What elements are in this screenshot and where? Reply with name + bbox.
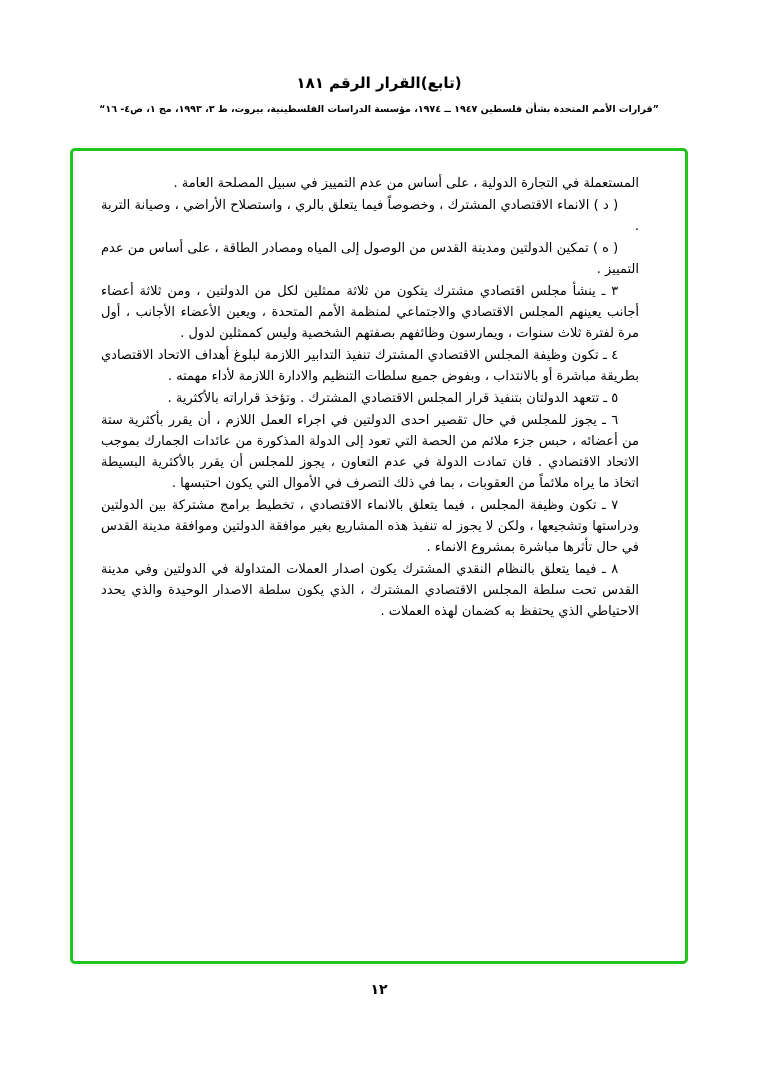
paragraph: المستعملة في التجارة الدولية ، على أساس من عدم التمييز في سبيل المصلحة العامة .	[173, 176, 639, 191]
paragraph: ٧ ـ تكون وظيفة المجلس ، فيما يتعلق بالانماء الاقتصادي ، تخطيط برامج مشتركة بين الدولتين ودراستها وتشجيعها ، ولكن لا يجوز له تنفيذ هذه المشاريع بغير موافقة الدولتين وموافقة مدينة القدس في حال تأثرها مباشرة بمشروع الانماء .	[101, 498, 639, 555]
paragraph: ٨ ـ فيما يتعلق بالنظام النقدي المشترك يكون اصدار العملات المتداولة في الدولتين وفي مدينة القدس تحت سلطة المجلس الاقتصادي المشترك ، الذي يكون سلطة الاصدار الوحيدة والذي يحدد الاحتياطي الذي يحتفظ به كضمان لهذه العملات .	[101, 562, 639, 619]
paragraph: ٦ ـ يجوز للمجلس في حال تقصير احدى الدولتين في اجراء العمل اللازم ، أن يقرر بأكثرية ستة من أعضائه ، حبس جزء ملائم من الحصة التي تعود إلى الدولة المذكورة من عائدات الجمارك بموجب الاتحاد الاقتصادي . فان تمادت الدولة في عدم التعاون ، يجوز للمجلس أن يقرر بالأكثرية البسيطة اتخاذ ما يراه ملائماً من العقوبات ، بما في ذلك التصرف في الأموال التي يكون احتبسها .	[101, 413, 639, 491]
paragraph: ( د ) الانماء الاقتصادي المشترك ، وخصوصاً فيما يتعلق بالري ، واستصلاح الأراضي ، وصيانة التربة .	[101, 198, 639, 234]
page-title: (تابع)القرار الرقم ١٨١	[296, 74, 462, 92]
page-number: ١٢	[370, 982, 388, 998]
content-frame	[70, 148, 688, 964]
paragraph: ٥ ـ تتعهد الدولتان بتنفيذ قرار المجلس الاقتصادي المشترك . وتؤخذ قراراته بالأكثرية .	[167, 391, 619, 406]
document-header	[0, 0, 758, 115]
paragraph: ( ه ) تمكين الدولتين ومدينة القدس من الوصول إلى المياه ومصادر الطاقة ، على أساس من عدم التمييز .	[101, 241, 639, 277]
source-citation: ”قرارات الأمم المتحدة بشأن فلسطين ١٩٤٧ ــ ١٩٧٤، مؤسسة الدراسات الفلسطينية، بيروت، ط ٣، ١٩٩٣، مج ١، ص٤- ١٦“	[99, 104, 659, 115]
body-text	[73, 151, 685, 643]
paragraph: ٤ ـ تكون وظيفة المجلس الاقتصادي المشترك تنفيذ التدابير اللازمة لبلوغ أهداف الاتحاد الاقتصادي بطريقة مباشرة أو بالانتداب ، وبفوض جميع سلطات التنظيم والادارة اللازمة لأداء مهمته .	[101, 348, 639, 384]
paragraph: ٣ ـ ينشأ مجلس اقتصادي مشترك يتكون من ثلاثة ممثلين لكل من الدولتين ، ومن ثلاثة أعضاء أجانب يعينهم المجلس الاقتصادي والاجتماعي لمنظمة الأمم المتحدة ، ويعين الأعضاء الأجانب ، أول مرة لفترة ثلاث سنوات ، ويمارسون وظائفهم بصفتهم الشخصية وليس كممثلين لدول .	[101, 284, 639, 341]
